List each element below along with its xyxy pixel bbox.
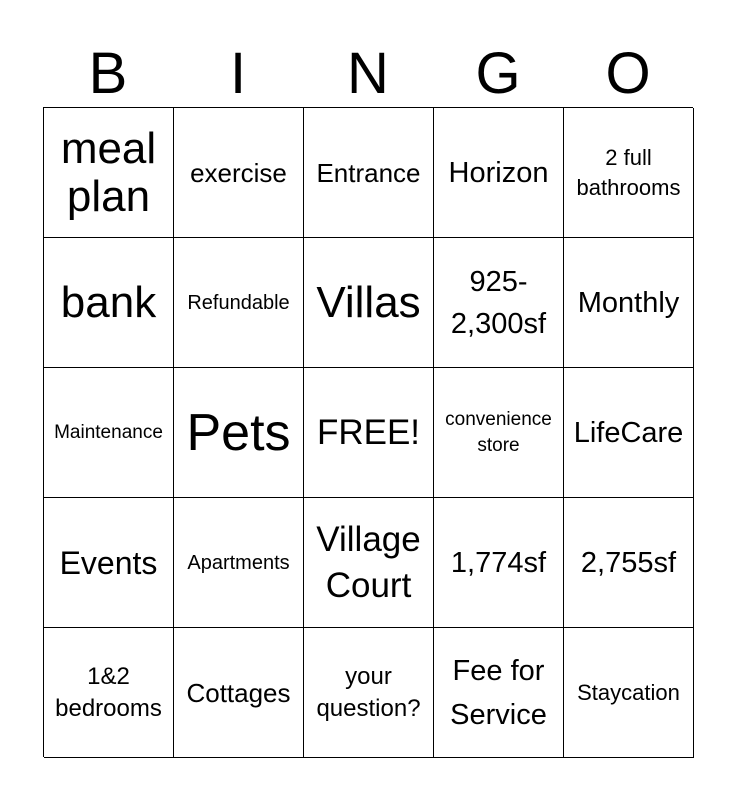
cell-label: bank <box>60 277 157 327</box>
bingo-cell[interactable] <box>174 238 304 368</box>
bingo-cell[interactable] <box>304 628 434 758</box>
header-letter-g: G <box>475 41 521 106</box>
header-letter-n: N <box>347 41 389 106</box>
bingo-cell[interactable] <box>44 498 174 628</box>
cell-label: your question? <box>316 662 421 722</box>
cell-label: 2 full bathrooms <box>576 144 681 200</box>
bingo-cell[interactable] <box>44 628 174 758</box>
bingo-cell[interactable] <box>304 108 434 238</box>
bingo-header <box>43 41 693 106</box>
bingo-cell[interactable] <box>434 368 564 498</box>
bingo-cell[interactable] <box>564 498 694 628</box>
bingo-cell[interactable] <box>174 628 304 758</box>
cell-label: 2,755sf <box>580 546 677 579</box>
cell-label: Apartments <box>187 551 290 574</box>
bingo-cell[interactable] <box>304 368 434 498</box>
bingo-cell[interactable] <box>174 368 304 498</box>
cell-label: 1,774sf <box>450 546 547 579</box>
bingo-cell[interactable] <box>304 498 434 628</box>
cell-label: meal plan <box>60 123 157 221</box>
bingo-cell[interactable] <box>44 108 174 238</box>
bingo-cell[interactable] <box>434 628 564 758</box>
bingo-board <box>43 107 693 757</box>
bingo-cell[interactable] <box>304 238 434 368</box>
header-letter-b: B <box>88 41 128 106</box>
cell-label: 1&2 bedrooms <box>55 662 162 722</box>
cell-label: Cottages <box>186 677 291 708</box>
cell-label: LifeCare <box>573 416 684 449</box>
cell-label: Staycation <box>577 679 680 705</box>
cell-label: Entrance <box>316 157 421 188</box>
cell-label: FREE! <box>316 412 421 452</box>
bingo-cell[interactable] <box>434 108 564 238</box>
cell-label: 925- 2,300sf <box>450 265 547 340</box>
bingo-cell[interactable] <box>564 108 694 238</box>
bingo-cell[interactable] <box>174 498 304 628</box>
bingo-cell[interactable] <box>44 238 174 368</box>
cell-label: Maintenance <box>54 421 163 443</box>
cell-label: exercise <box>190 157 287 188</box>
cell-label: convenience store <box>445 408 552 456</box>
cell-label: Monthly <box>577 286 680 319</box>
bingo-cell[interactable] <box>434 498 564 628</box>
bingo-cell[interactable] <box>564 368 694 498</box>
bingo-cell[interactable] <box>434 238 564 368</box>
bingo-cell[interactable] <box>564 238 694 368</box>
bingo-cell[interactable] <box>174 108 304 238</box>
bingo-cell[interactable] <box>564 628 694 758</box>
header-letter-i: I <box>229 41 247 106</box>
cell-label: Villas <box>316 277 421 327</box>
cell-label: Horizon <box>448 156 549 189</box>
cell-label: Fee for Service <box>450 654 547 731</box>
header-letter-o: O <box>605 41 651 106</box>
cell-label: Refundable <box>187 291 290 314</box>
cell-label: Village Court <box>316 519 421 605</box>
cell-label: Pets <box>186 403 291 462</box>
cell-label: Events <box>59 544 158 581</box>
bingo-cell[interactable] <box>44 368 174 498</box>
